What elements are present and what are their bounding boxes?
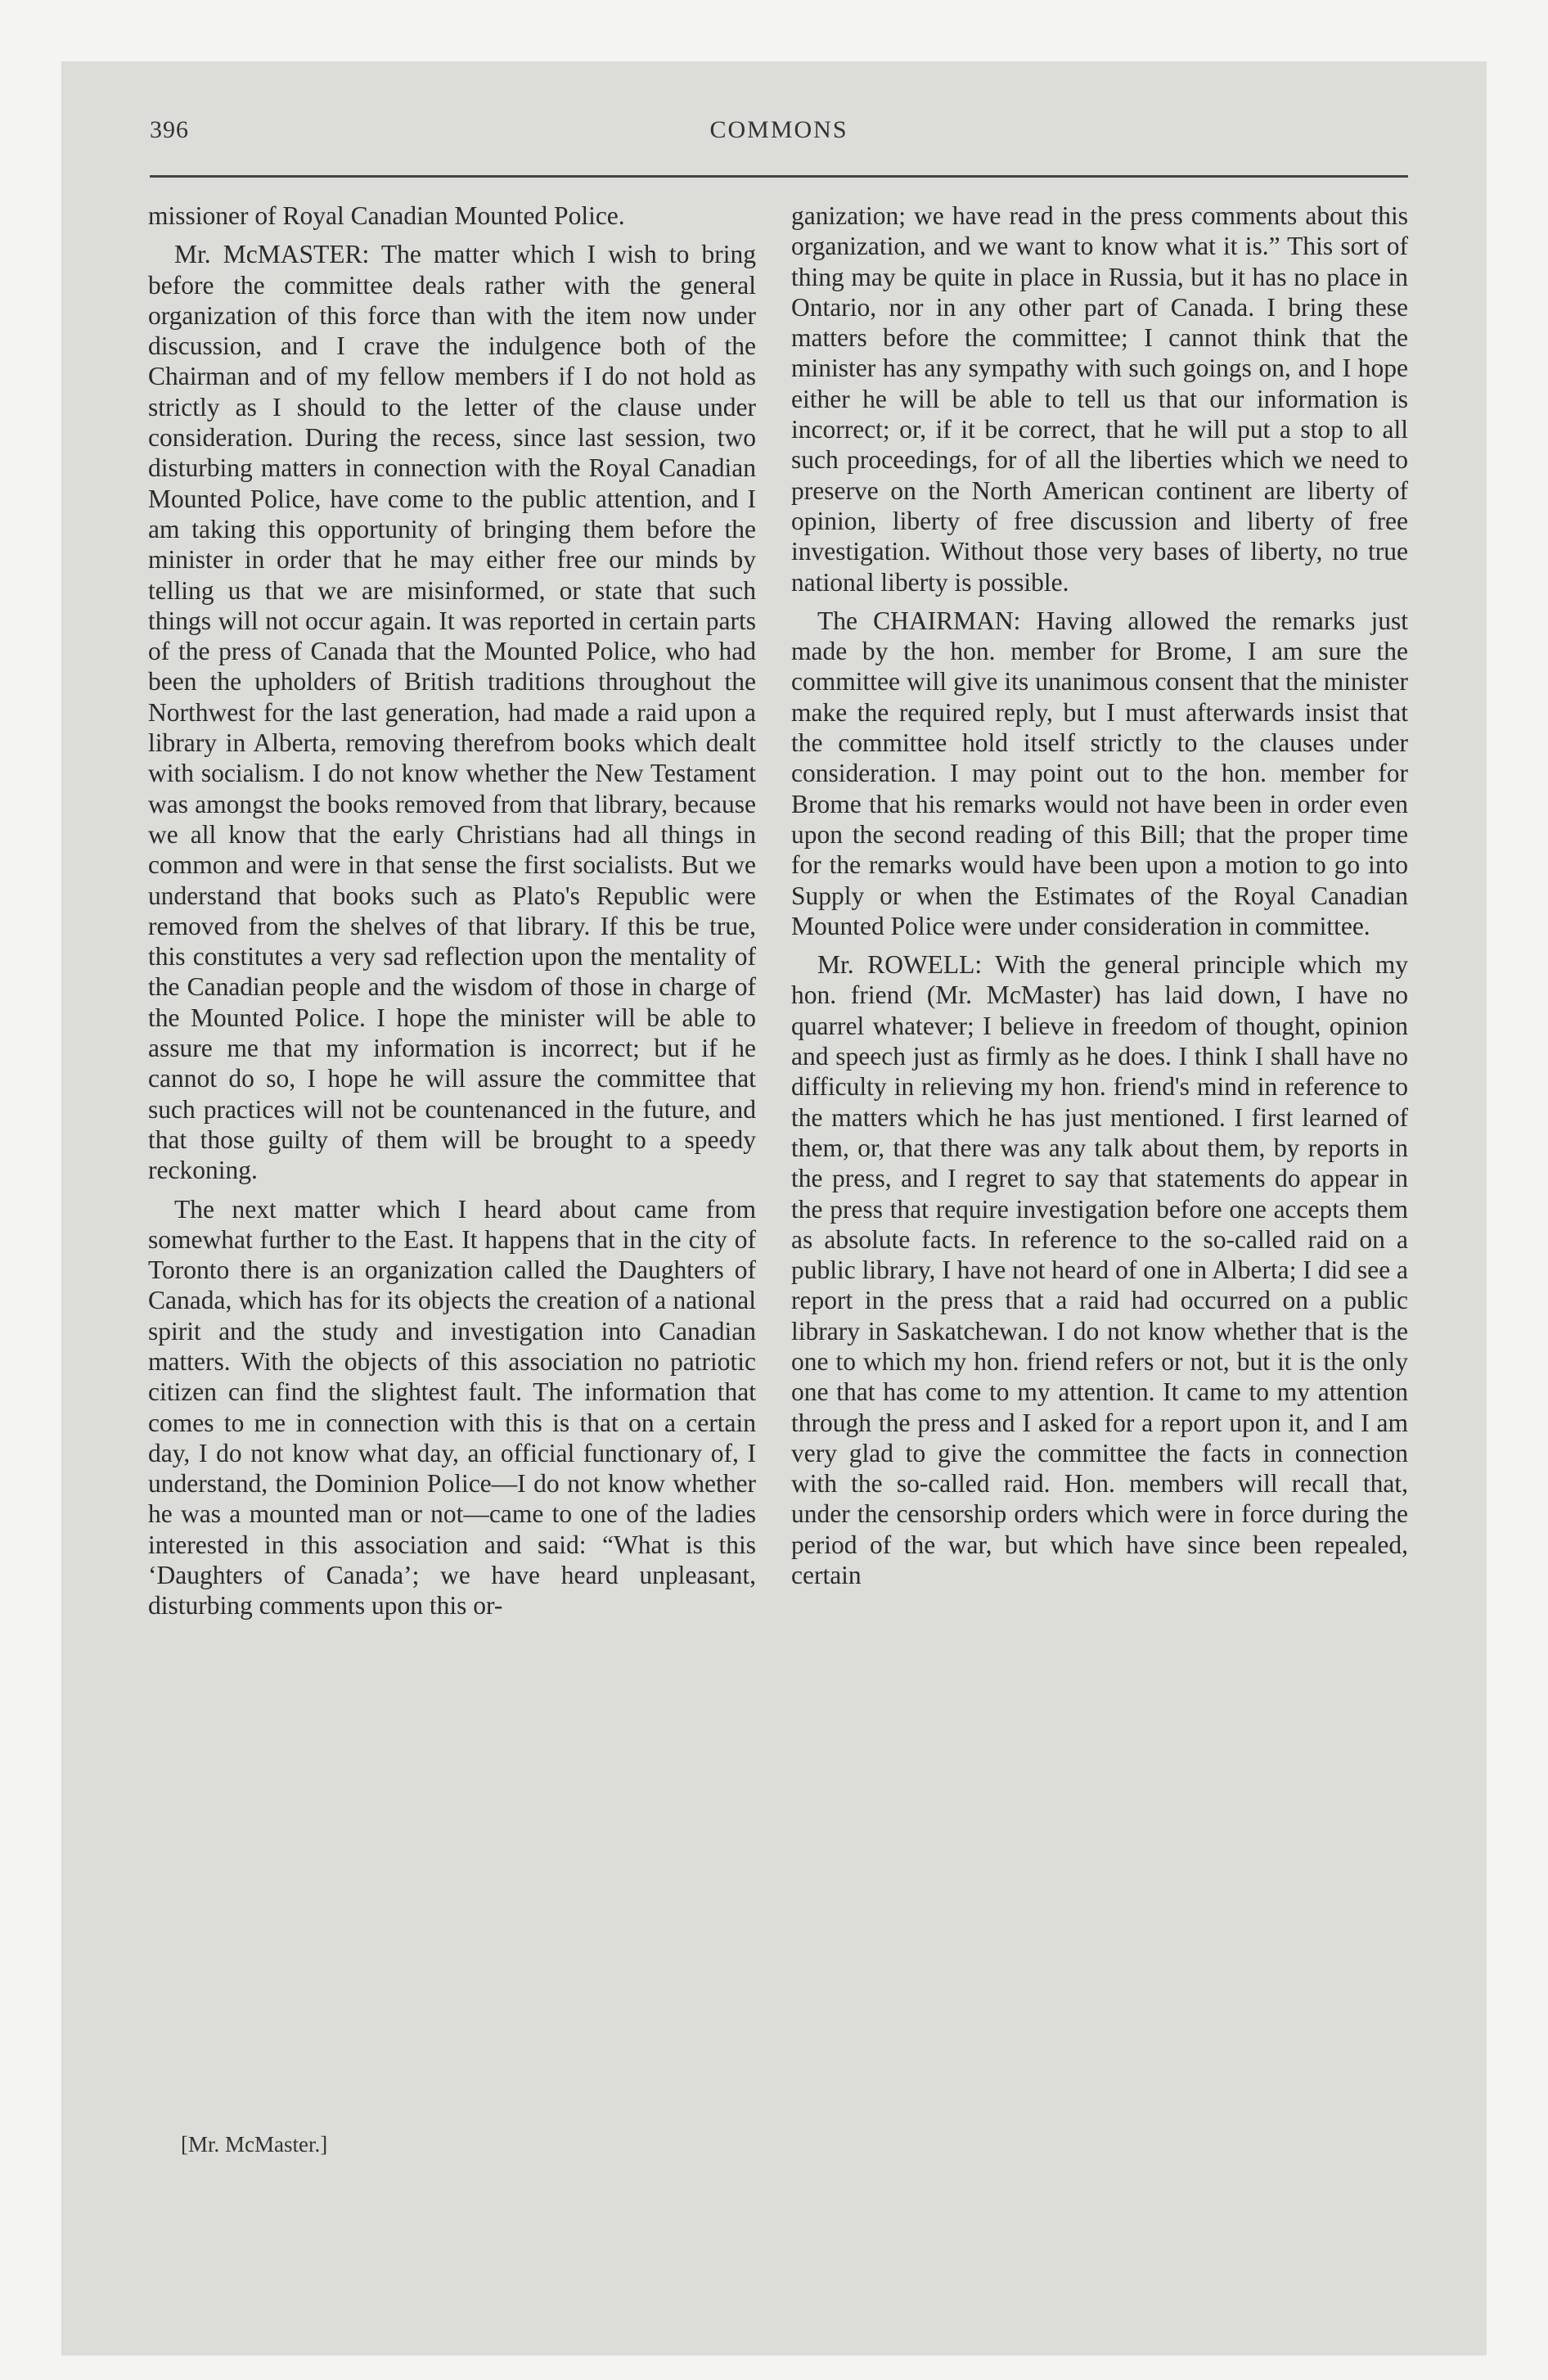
paragraph: Mr. McMASTER: The matter which I wish to bring before the committee deals rather with the general organization of this force than with the item now under discussion, and I crave the indulgence both of the Chairman and of my fellow members if I do not hold as strictly as I should to the letter of the clause under consideration. During the recess, since last session, two disturbing matters in connection with the Royal Canadian Mounted Police, have come to the public attention, and I am taking this opportunity of bringing them before the minister in order that he may either free our minds by telling us that we are misinformed, or state that such things will not occur again. It was reported in certain parts of the press of Canada that the Mounted Police, who had been the upholders of British traditions throughout the Northwest for the last generation, had made a raid upon a library in Alberta, removing therefrom books which dealt with socialism. I do not know whether the New Testament was amongst the books removed from that library, because we all know that the early Christians had all things in common and were in that sense the first socialists. But we understand that books such as Plato's Republic were removed from the shelves of that library. If this be true, this constitutes a very sad reflection upon the mentality of the Canadian people and the wisdom of those in charge of the Mounted Police. I hope the minister will be able to assure me that my information is incorrect; but if he cannot do so, I hope he will assure the committee that such practices will not be countenanced in the future, and that those guilty of them will be brought to a speedy reckoning. xyxy=(148,240,756,1185)
paragraph: The CHAIRMAN: Having allowed the remarks just made by the hon. member for Brome, I am sure the committee will give its unanimous consent that the minister make the required reply, but I must afterwards insist that the committee hold itself strictly to the clauses under consideration. I may point out to the hon. member for Brome that his remarks would not have been in order even upon the second reading of this Bill; that the proper time for the remarks would have been upon a motion to go into Supply or when the Estimates of the Royal Canadian Mounted Police were under consideration in committee. xyxy=(791,606,1408,940)
footer-speaker-note: [Mr. McMaster.] xyxy=(181,2132,328,2157)
paragraph: The next matter which I heard about came from somewhat further to the East. It happens that in the city of Toronto there is an organization called the Daughters of Canada, which has for its objects the creation of a national spirit and the study and investigation into Canadian matters. With the objects of this association no patriotic citizen can find the slightest fault. The information that comes to me in connection with this is that on a certain day, I do not know what day, an official functionary of, I understand, the Dominion Police—I do not know whether he was a mounted man or not—came to one of the ladies interested in this association and said: “What is this ‘Daughters of Canada’; we have heard unpleasant, disturbing comments upon this or- xyxy=(148,1194,756,1620)
paragraph: Mr. ROWELL: With the general principle which my hon. friend (Mr. McMaster) has laid down, I have no quarrel whatever; I believe in freedom of thought, opinion and speech just as firmly as he does. I think I shall have no difficulty in relieving my hon. friend's mind in reference to the matters which he has just mentioned. I first learned of them, or, that there was any talk about them, by reports in the press, and I regret to say that statements do appear in the press that require investigation before one accepts them as absolute facts. In reference to the so-called raid on a public library, I have not heard of one in Alberta; I did see a report in the press that a raid had occurred on a public library in Saskatchewan. I do not know whether that is the one to which my hon. friend refers or not, but it is the only one that has come to my attention. It came to my attention through the press and I asked for a report upon it, and I am very glad to give the committee the facts in connection with the so-called raid. Hon. members will recall that, under the censorship orders which were in force during the period of the war, but which have since been repealed, certain xyxy=(791,950,1408,1590)
paragraph: missioner of Royal Canadian Mounted Police. xyxy=(148,201,625,230)
page-number: 396 xyxy=(150,116,189,143)
page-header xyxy=(150,116,1408,149)
left-column xyxy=(148,201,756,1629)
header-rule xyxy=(150,175,1408,178)
paragraph: ganization; we have read in the press comments about this organization, and we want to know what it is.” This sort of thing may be quite in place in Russia, but it has no place in Ontario, nor in any other part of Canada. I bring these matters before the committee; I cannot think that the minister has any sympathy with such goings on, and I hope either he will be able to tell us that our information is incorrect; or, if it be correct, that he will put a stop to all such proceedings, for of all the liberties which we need to preserve on the North American continent are liberty of opinion, liberty of free discussion and liberty of free investigation. Without those very bases of liberty, no true national liberty is possible. xyxy=(791,201,1408,597)
right-column xyxy=(791,201,1408,1598)
running-head: COMMONS xyxy=(709,116,848,143)
